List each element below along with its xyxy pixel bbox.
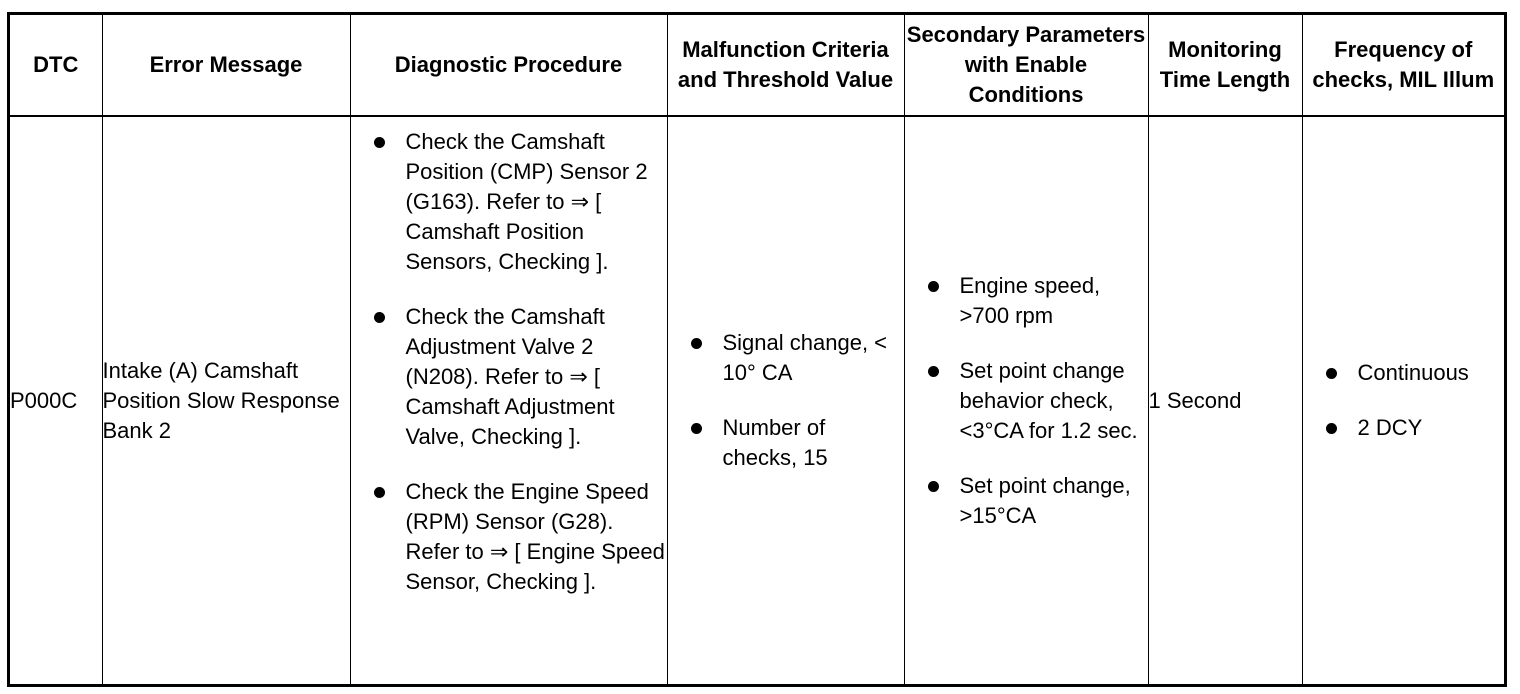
procedure-step: Check the Engine Speed (RPM) Sensor (G28). Refer to ⇒ [ Engine Speed Sensor, Checking ]. bbox=[351, 477, 667, 597]
header-error-message: Error Message bbox=[102, 15, 350, 116]
header-monitoring-time: Monitoring Time Length bbox=[1148, 15, 1302, 116]
procedure-step: Check the Camshaft Position (CMP) Sensor 2 (G163). Refer to ⇒ [ Camshaft Position Sensors, Checking ]. bbox=[351, 127, 667, 277]
malfunction-criteria-cell bbox=[667, 116, 904, 684]
header-frequency: Frequency of checks, MIL Illum bbox=[1302, 15, 1504, 116]
dtc-code: P000C bbox=[10, 116, 102, 684]
diagnostic-procedure-cell bbox=[350, 116, 667, 684]
procedure-step: Check the Camshaft Adjustment Valve 2 (N208). Refer to ⇒ [ Camshaft Adjustment Valve, Checking ]. bbox=[351, 302, 667, 452]
dtc-table-frame bbox=[7, 12, 1507, 687]
malfunction-criterion: Number of checks, 15 bbox=[668, 413, 904, 473]
secondary-parameters-cell bbox=[904, 116, 1148, 684]
frequency-cell bbox=[1302, 116, 1504, 684]
frequency-list bbox=[1303, 358, 1505, 443]
malfunction-criterion: Signal change, < 10° CA bbox=[668, 328, 904, 388]
header-row bbox=[10, 15, 1504, 116]
dtc-table bbox=[10, 15, 1504, 684]
table-row bbox=[10, 116, 1504, 684]
secondary-parameter: Engine speed, >700 rpm bbox=[905, 271, 1148, 331]
secondary-parameters-list bbox=[905, 271, 1148, 531]
secondary-parameter: Set point change, >15°CA bbox=[905, 471, 1148, 531]
header-secondary-parameters: Secondary Parameters with Enable Conditions bbox=[904, 15, 1148, 116]
error-message: Intake (A) Camshaft Position Slow Response Bank 2 bbox=[102, 116, 350, 684]
malfunction-criteria-list bbox=[668, 328, 904, 473]
header-dtc: DTC bbox=[10, 15, 102, 116]
header-malfunction-criteria: Malfunction Criteria and Threshold Value bbox=[667, 15, 904, 116]
table-header bbox=[10, 15, 1504, 116]
frequency-item: 2 DCY bbox=[1303, 413, 1505, 443]
secondary-parameter: Set point change behavior check, <3°CA for 1.2 sec. bbox=[905, 356, 1148, 446]
monitoring-time: 1 Second bbox=[1148, 116, 1302, 684]
frequency-item: Continuous bbox=[1303, 358, 1505, 388]
header-diagnostic-procedure: Diagnostic Procedure bbox=[350, 15, 667, 116]
diagnostic-procedure-list bbox=[351, 127, 667, 597]
table-body bbox=[10, 116, 1504, 684]
